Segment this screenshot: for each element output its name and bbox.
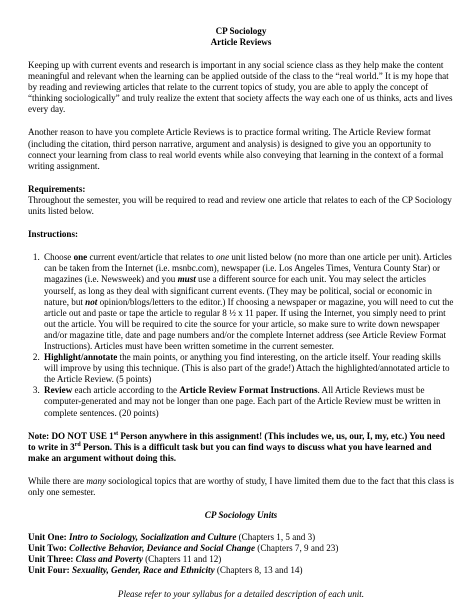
limit-text-a: While there are [28,475,87,486]
unit-row [28,565,454,576]
unit-title: Sexuality, Gender, Race and Ethnicity [71,565,215,576]
item1-emphasis-not: not [85,296,98,307]
unit-label: Unit Two: [28,543,67,554]
item3-bold-format: Article Review Format Instructions [179,385,318,396]
limit-italic-many: many [86,475,107,486]
unit-row [28,554,454,565]
unit-title: Intro to Sociology, Socialization and Culture [68,532,237,543]
document-subtitle: Article Reviews [210,37,272,47]
item1-emphasis-one: one [73,252,88,263]
unit-row [28,543,454,554]
note-superscript-2: rd [74,441,81,448]
unit-label: Unit Three: [28,554,74,565]
unit-chapters: (Chapters 11 and 12) [142,554,222,565]
note-text-a: Note: DO NOT USE 1 [28,430,114,441]
item3-bold-review: Review [44,385,73,396]
item1-text-d: unit listed below (no more than one article per unit). Articles can be taken from the Internet (i.e. msnbc.com), newspaper (i.e. Los Angeles Times, Ventura County Star) or magazines (i.e. Newsweek) and you [44,252,452,285]
item1-text-a: Choose [44,252,74,263]
intro-paragraph-2: Another reason to have you complete Article Reviews is to practice formal writing. The Article Review format (including the citation, third person narrative, argument and analysis) is designed to give you an opportunity to connect your learning from class to real world events while also conveying that learning in the context of a formal writing assignment. [28,127,444,171]
note-text-b: Person anywhere in this assignment! (This includes we, us, our, I, my, etc.) You need to write in 3 [28,430,445,452]
unit-chapters: (Chapters 7, 9 and 23) [255,543,339,554]
requirements-text: Throughout the semester, you will be required to read and review one article that relates to each of the CP Sociology units listed below. [28,194,452,217]
instruction-item-3 [42,385,454,418]
limit-paragraph [28,476,454,498]
item3-text-b: . All Article Reviews must be computer-generated and may not be longer than one page. Each part of the Article Review must be written in complete sentences. (20 points) [44,385,441,418]
item1-emphasis-must: must [177,274,196,285]
instructions-heading: Instructions: [28,229,79,240]
unit-title: Class and Poverty [75,554,143,565]
item2-bold-label: Highlight/annotate [44,352,118,363]
instruction-item-2 [42,352,454,385]
intro-paragraph-1: Keeping up with current events and research is important in any social science class as they help make the content meaningful and relevant when the learning can be applied outside of the class to the “real world.” It is my hope that by reading and reviewing articles that relate to the current topics of study, you are able to apply the concept of “thinking sociologically” and truly realize the extent that society affects the way each one of us thinks, acts and lives every day. [28,60,453,115]
limit-text-b: sociological topics that are worthy of study, I have limited them due to the fact that this class is only one semester. [28,475,454,497]
units-list [28,532,454,576]
unit-title: Collective Behavior, Deviance and Social Change [69,543,256,554]
item1-text-c: current event/article that relates to [87,252,216,263]
instructions-list [28,252,454,418]
course-title: CP Sociology [215,26,267,36]
unit-label: Unit Four: [28,565,70,576]
units-heading: CP Sociology Units [204,510,278,521]
note-text-c: Person. This is a difficult task but you can find ways to discuss what you have learned and make an argument without doing this. [28,441,432,463]
instruction-item-1 [42,252,454,352]
syllabus-footer-note: Please refer to your syllabus for a detailed description of each unit. [117,588,365,599]
item3-text-a: each article according to the [72,385,180,396]
requirements-heading: Requirements: [28,183,86,194]
note-superscript-1: st [113,430,119,437]
item1-italic-one: one [215,252,230,263]
item2-text: the main points, or anything you find interesting, on the article itself. Your reading skills will improve by using this technique. (This is also part of the grade!) Attach the highlighted/annotated article to the Article Review. (5 points) [44,352,450,385]
unit-row [28,532,454,543]
unit-chapters: (Chapters 1, 5 and 3) [236,532,316,543]
person-note [28,431,454,464]
item1-text-e: use a different source for each unit. You may select the articles yourself, as long as they deal with significant current events. (They may be political, social or economic in nature, but [44,274,432,307]
item1-text-f: opinion/blogs/letters to the editor.) If choosing a newspaper or magazine, you will need to cut the article out and paste or tape the article to regular 8 ½ x 11 paper. If using the Internet, you simply need to print out the article. You will be required to cite the source for your article, so make sure to write down newspaper and/or magazine title, date and page numbers and/or the complete Internet address (see Article Review Format Instructions). Articles must have been written sometime in the current semester. [44,296,454,351]
unit-label: Unit One: [28,532,67,543]
unit-chapters: (Chapters 8, 13 and 14) [214,565,303,576]
